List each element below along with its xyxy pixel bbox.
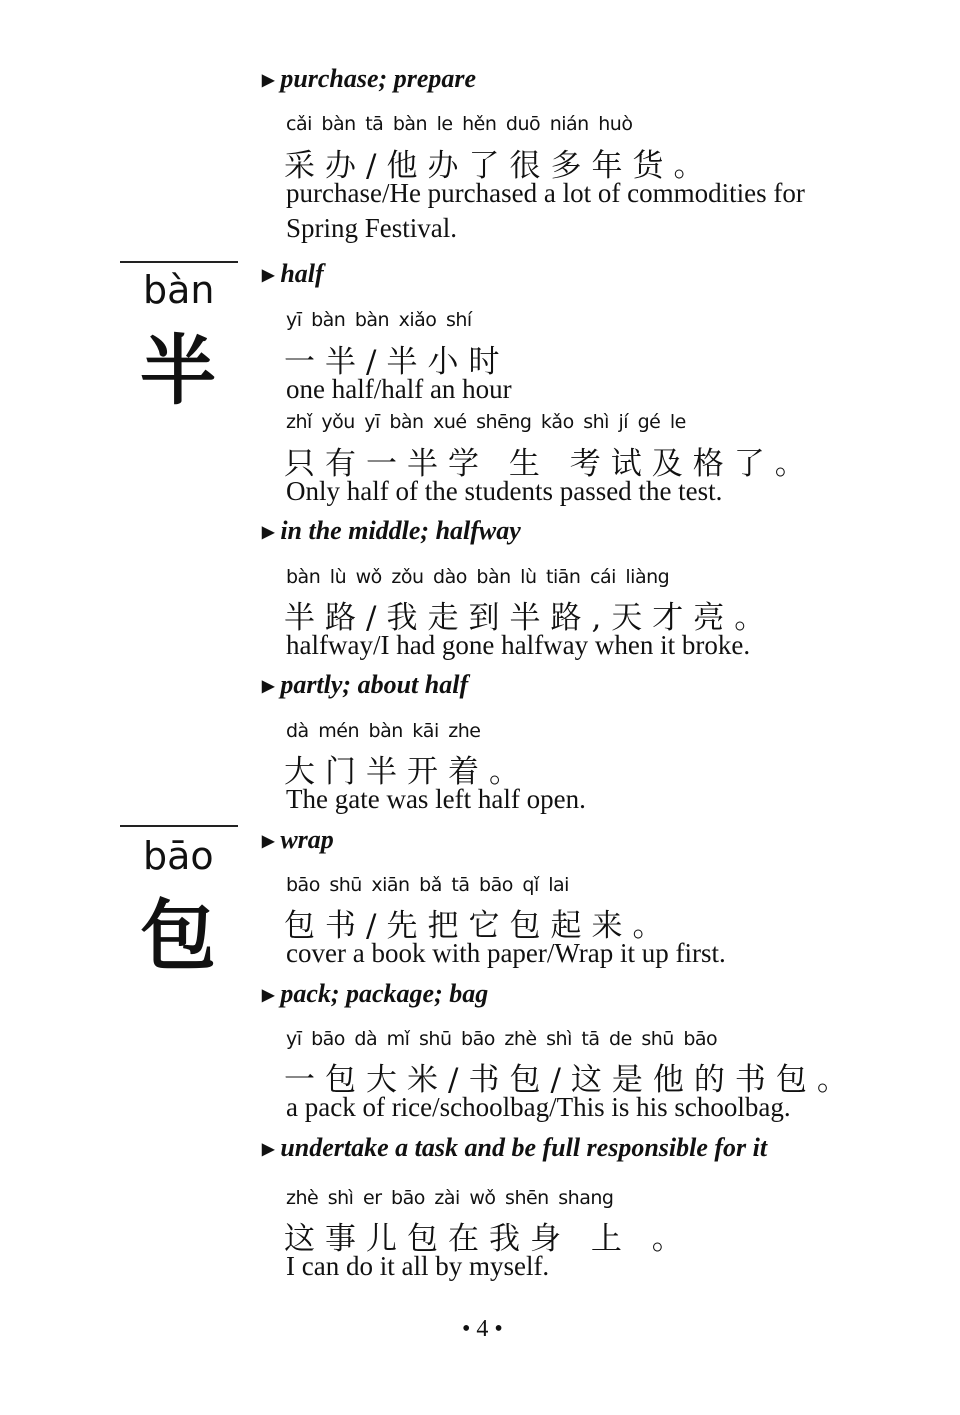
triangle-right-icon: ▶ [262, 833, 275, 850]
sense-heading [262, 64, 476, 94]
sense-heading [262, 516, 521, 546]
example-hanzi: 只有一半学 生 考试及格了。 [284, 446, 816, 482]
example-hanzi: 半路/我走到半路,天才亮。 [284, 600, 776, 636]
triangle-right-icon: ▶ [262, 987, 275, 1004]
sense-heading [262, 979, 488, 1009]
sense-label: undertake a task and be full responsible for it [280, 1133, 768, 1162]
example-hanzi: 一包大米/书包/这是他的书包。 [284, 1062, 858, 1098]
example-pinyin: cǎi bàn tā bàn le hěn duō nián huò [286, 113, 633, 135]
example-hanzi: 一半/半小时 [284, 344, 510, 380]
example-english: Only half of the students passed the test. [286, 476, 723, 506]
sense-heading [262, 670, 468, 700]
sense-label: in the middle; halfway [280, 516, 521, 545]
triangle-right-icon: ▶ [262, 524, 275, 541]
example-hanzi: 大门半开着。 [284, 754, 530, 790]
example-english: cover a book with paper/Wrap it up first. [286, 938, 726, 968]
triangle-right-icon: ▶ [262, 1141, 275, 1158]
example-pinyin: yī bàn bàn xiǎo shí [286, 309, 472, 331]
example-english: The gate was left half open. [286, 784, 586, 814]
sense-label: partly; about half [280, 670, 469, 699]
triangle-right-icon: ▶ [262, 267, 275, 284]
triangle-right-icon: ▶ [262, 678, 275, 695]
example-english: Spring Festival. [286, 213, 458, 243]
sense-heading [262, 825, 334, 855]
example-pinyin: yī bāo dà mǐ shū bāo zhè shì tā de shū bāo [286, 1028, 718, 1050]
triangle-right-icon: ▶ [262, 72, 275, 89]
headword-character: 包 [140, 891, 216, 980]
example-hanzi: 包书/先把它包起来。 [284, 908, 674, 944]
example-pinyin: zhǐ yǒu yī bàn xué shēng kǎo shì jí gé le [286, 411, 686, 433]
sense-label: wrap [280, 825, 334, 854]
sense-label: pack; package; bag [280, 979, 489, 1008]
sense-heading [262, 259, 324, 289]
example-english: a pack of rice/schoolbag/This is his schoolbag. [286, 1092, 791, 1122]
headword-pinyin: bāo [143, 834, 214, 878]
example-pinyin: zhè shì er bāo zài wǒ shēn shang [286, 1187, 614, 1209]
page-number: • 4 • [462, 1316, 503, 1342]
entry-divider [120, 825, 238, 827]
example-english: purchase/He purchased a lot of commodities for [286, 178, 805, 208]
sense-heading [262, 1133, 767, 1163]
sense-label: half [280, 259, 324, 288]
example-hanzi: 这事儿包在我身 上 。 [284, 1221, 693, 1257]
headword-character: 半 [140, 326, 216, 415]
sense-label: purchase; prepare [280, 64, 477, 93]
example-hanzi: 采办/他办了很多年货。 [284, 148, 715, 184]
example-pinyin: bāo shū xiān bǎ tā bāo qǐ lai [286, 874, 569, 896]
entry-divider [120, 261, 238, 263]
example-english: one half/half an hour [286, 374, 512, 404]
headword-pinyin: bàn [143, 268, 215, 312]
example-pinyin: bàn lù wǒ zǒu dào bàn lù tiān cái liàng [286, 566, 670, 588]
example-pinyin: dà mén bàn kāi zhe [286, 720, 481, 742]
example-english: I can do it all by myself. [286, 1251, 550, 1281]
example-english: halfway/I had gone halfway when it broke. [286, 630, 751, 660]
